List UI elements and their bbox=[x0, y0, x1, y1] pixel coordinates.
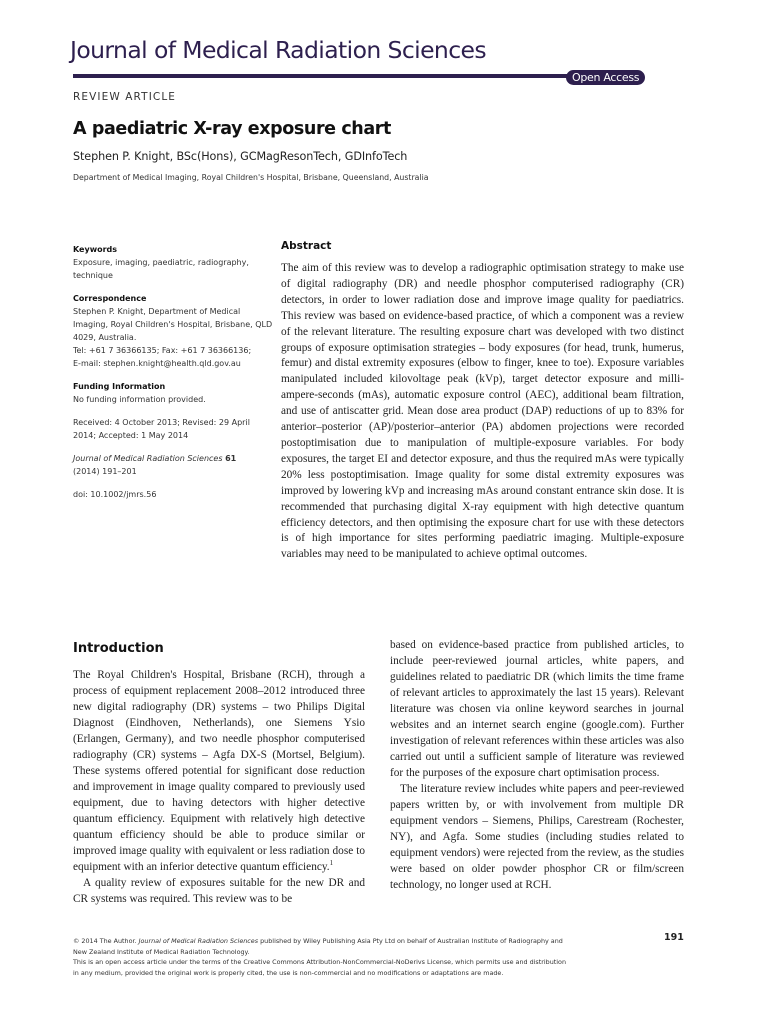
license-notice: This is an open access article under the terms of the Creative Commons Attribution-NonCommercial-NoDerivs License, which permits use and distribution in any medium, provided the original work is properly cited, the use is non-commercial and no modifications or adaptations are made. bbox=[73, 958, 567, 977]
open-access-badge: Open Access bbox=[566, 70, 645, 85]
body-column-left bbox=[73, 640, 365, 907]
article-dates: Received: 4 October 2013; Revised: 29 April 2014; Accepted: 1 May 2014 bbox=[73, 418, 250, 440]
paragraph-text: The Royal Children's Hospital, Brisbane (RCH), through a process of equipment replacement 2008–2012 introduced three new digital radiography (DR) systems – two Philips Digital Diagnost (Eindhoven, Netherlands), one Siemens Ysio (Erlangen, Germany), and two needle phosphor computerised radiography (CR) systems – Agfa DX-S (Mortsel, Belgium). These systems offered potential for significant dose reduction and improvement in image quality compared to previously used equipment, due to having detectors with higher detective quantum efficiency. Equipment with relatively high detective quantum efficiency should be able to produce similar or improved image quality with equivalent or less radiation dose to equipment with an inferior detective quantum efficiency. bbox=[73, 669, 365, 873]
keywords-block bbox=[73, 243, 273, 282]
correspondence-block bbox=[73, 292, 273, 370]
funding-block bbox=[73, 380, 273, 406]
introduction-paragraph-3: The literature review includes white papers and peer-reviewed papers written by, or with involvement from multiple DR equipment vendors – Siemens, Philips, Carestream (Rochester, NY), and Agfa. Some studies (including studies related to equipment vendors) were rejected from the review, as the studies were based on older powder phosphor CR or film/screen technology, no longer used at RCH. bbox=[390, 783, 684, 891]
introduction-paragraph-1 bbox=[73, 667, 365, 875]
article-title: A paediatric X-ray exposure chart bbox=[73, 119, 391, 139]
article-type-label: REVIEW ARTICLE bbox=[73, 91, 177, 103]
introduction-heading: Introduction bbox=[73, 641, 164, 656]
keywords-list: Exposure, imaging, paediatric, radiography, technique bbox=[73, 258, 249, 280]
copyright-footer bbox=[73, 936, 573, 978]
body-column-right bbox=[390, 637, 684, 893]
funding-text: No funding information provided. bbox=[73, 395, 206, 404]
citation-volume: 61 bbox=[225, 454, 237, 463]
article-authors: Stephen P. Knight, BSc(Hons), GCMagResonTech, GDInfoTech bbox=[73, 150, 408, 163]
doi-link[interactable]: doi: 10.1002/jmrs.56 bbox=[73, 490, 157, 499]
copyright-prefix: © 2014 The Author. bbox=[73, 937, 137, 945]
abstract-section bbox=[281, 240, 684, 563]
keywords-heading: Keywords bbox=[73, 245, 118, 254]
article-info-sidebar bbox=[73, 243, 273, 511]
correspondence-heading: Correspondence bbox=[73, 294, 147, 303]
author-affiliation: Department of Medical Imaging, Royal Children's Hospital, Brisbane, Queensland, Australia bbox=[73, 173, 429, 182]
copyright-suffix: published by Wiley Publishing Asia Pty Ltd on behalf of Australian Institute of Radiography and New Zealand Institute of Medical Radiation Technology. bbox=[73, 937, 563, 956]
header-rule bbox=[73, 74, 573, 78]
correspondence-phone-fax: Tel: +61 7 36366135; Fax: +61 7 36366136; bbox=[73, 346, 252, 355]
copyright-journal: Journal of Medical Radiation Sciences bbox=[138, 937, 259, 945]
abstract-heading: Abstract bbox=[281, 240, 332, 252]
abstract-text: The aim of this review was to develop a radiographic optimisation strategy to make use of digital radiography (DR) and needle phosphor computerised radiography (CR) detectors, in order to lower radiation dose and improve image quality for paediatrics. This review was based on evidence-based practice, of which a component was a review of the relevant literature. The resulting exposure chart was developed with two distinct groups of exposure optimisation strategies – body exposures (for head, trunk, humerus, femur) and distal extremity exposures (elbow to finger, knee to toe). Exposure variables manipulated included kilovoltage peak (kVp), target detector exposure and milli-ampere-seconds (mAs), automatic exposure control (AEC), additional beam filtration, and use of antiscatter grid. Mean dose area product (DAP) reductions of up to 83% for anterior–posterior (AP)/posterior–anterior (PA) abdomen projections were recorded postoptimisation due to manipulation of multiple-exposure variables. For body exposures, the target EI and detector exposure, and thus the required mAs were typically 20% less postoptimisation. Image quality for some distal extremity exposures was improved by lowering kVp and increasing mAs around constant entrance skin dose. It is recommended that purchasing digital X-ray equipment with high detective quantum efficiency detectors, and then optimising the exposure chart for use with these detectors is of high importance for sites performing paediatric imaging. Multiple-exposure variables may need to be manipulated to achieve optimal outcomes. bbox=[281, 262, 684, 561]
funding-heading: Funding Information bbox=[73, 382, 166, 391]
citation-journal: Journal of Medical Radiation Sciences bbox=[73, 454, 223, 463]
introduction-paragraph-2-start: A quality review of exposures suitable for the new DR and CR systems was required. This review was to be bbox=[73, 877, 365, 905]
page-number: 191 bbox=[664, 932, 684, 943]
introduction-paragraph-2-continued: based on evidence-based practice from published articles, to include peer-reviewed journal articles, white papers, and guidelines related to paediatric DR (which limits the time frame of relevant articles to approximately the last 15 years). Relevant literature was chosen via online keyword searches in journal websites and an internet search engine (google.com). Further investigation of relevant references within these articles was also carried out until a sufficient sample of literature was reviewed for the purposes of the exposure chart optimisation process. bbox=[390, 639, 684, 779]
citation-year-pages: (2014) 191–201 bbox=[73, 467, 137, 476]
journal-title: Journal of Medical Radiation Sciences bbox=[70, 36, 487, 64]
citation-block bbox=[73, 452, 273, 478]
correspondence-email[interactable]: E-mail: stephen.knight@health.qld.gov.au bbox=[73, 359, 241, 368]
copyright-notice bbox=[73, 936, 573, 957]
reference-1-link[interactable]: 1 bbox=[329, 859, 334, 868]
correspondence-address: Stephen P. Knight, Department of Medical Imaging, Royal Children's Hospital, Brisbane, QLD 4029, Australia. bbox=[73, 307, 273, 342]
